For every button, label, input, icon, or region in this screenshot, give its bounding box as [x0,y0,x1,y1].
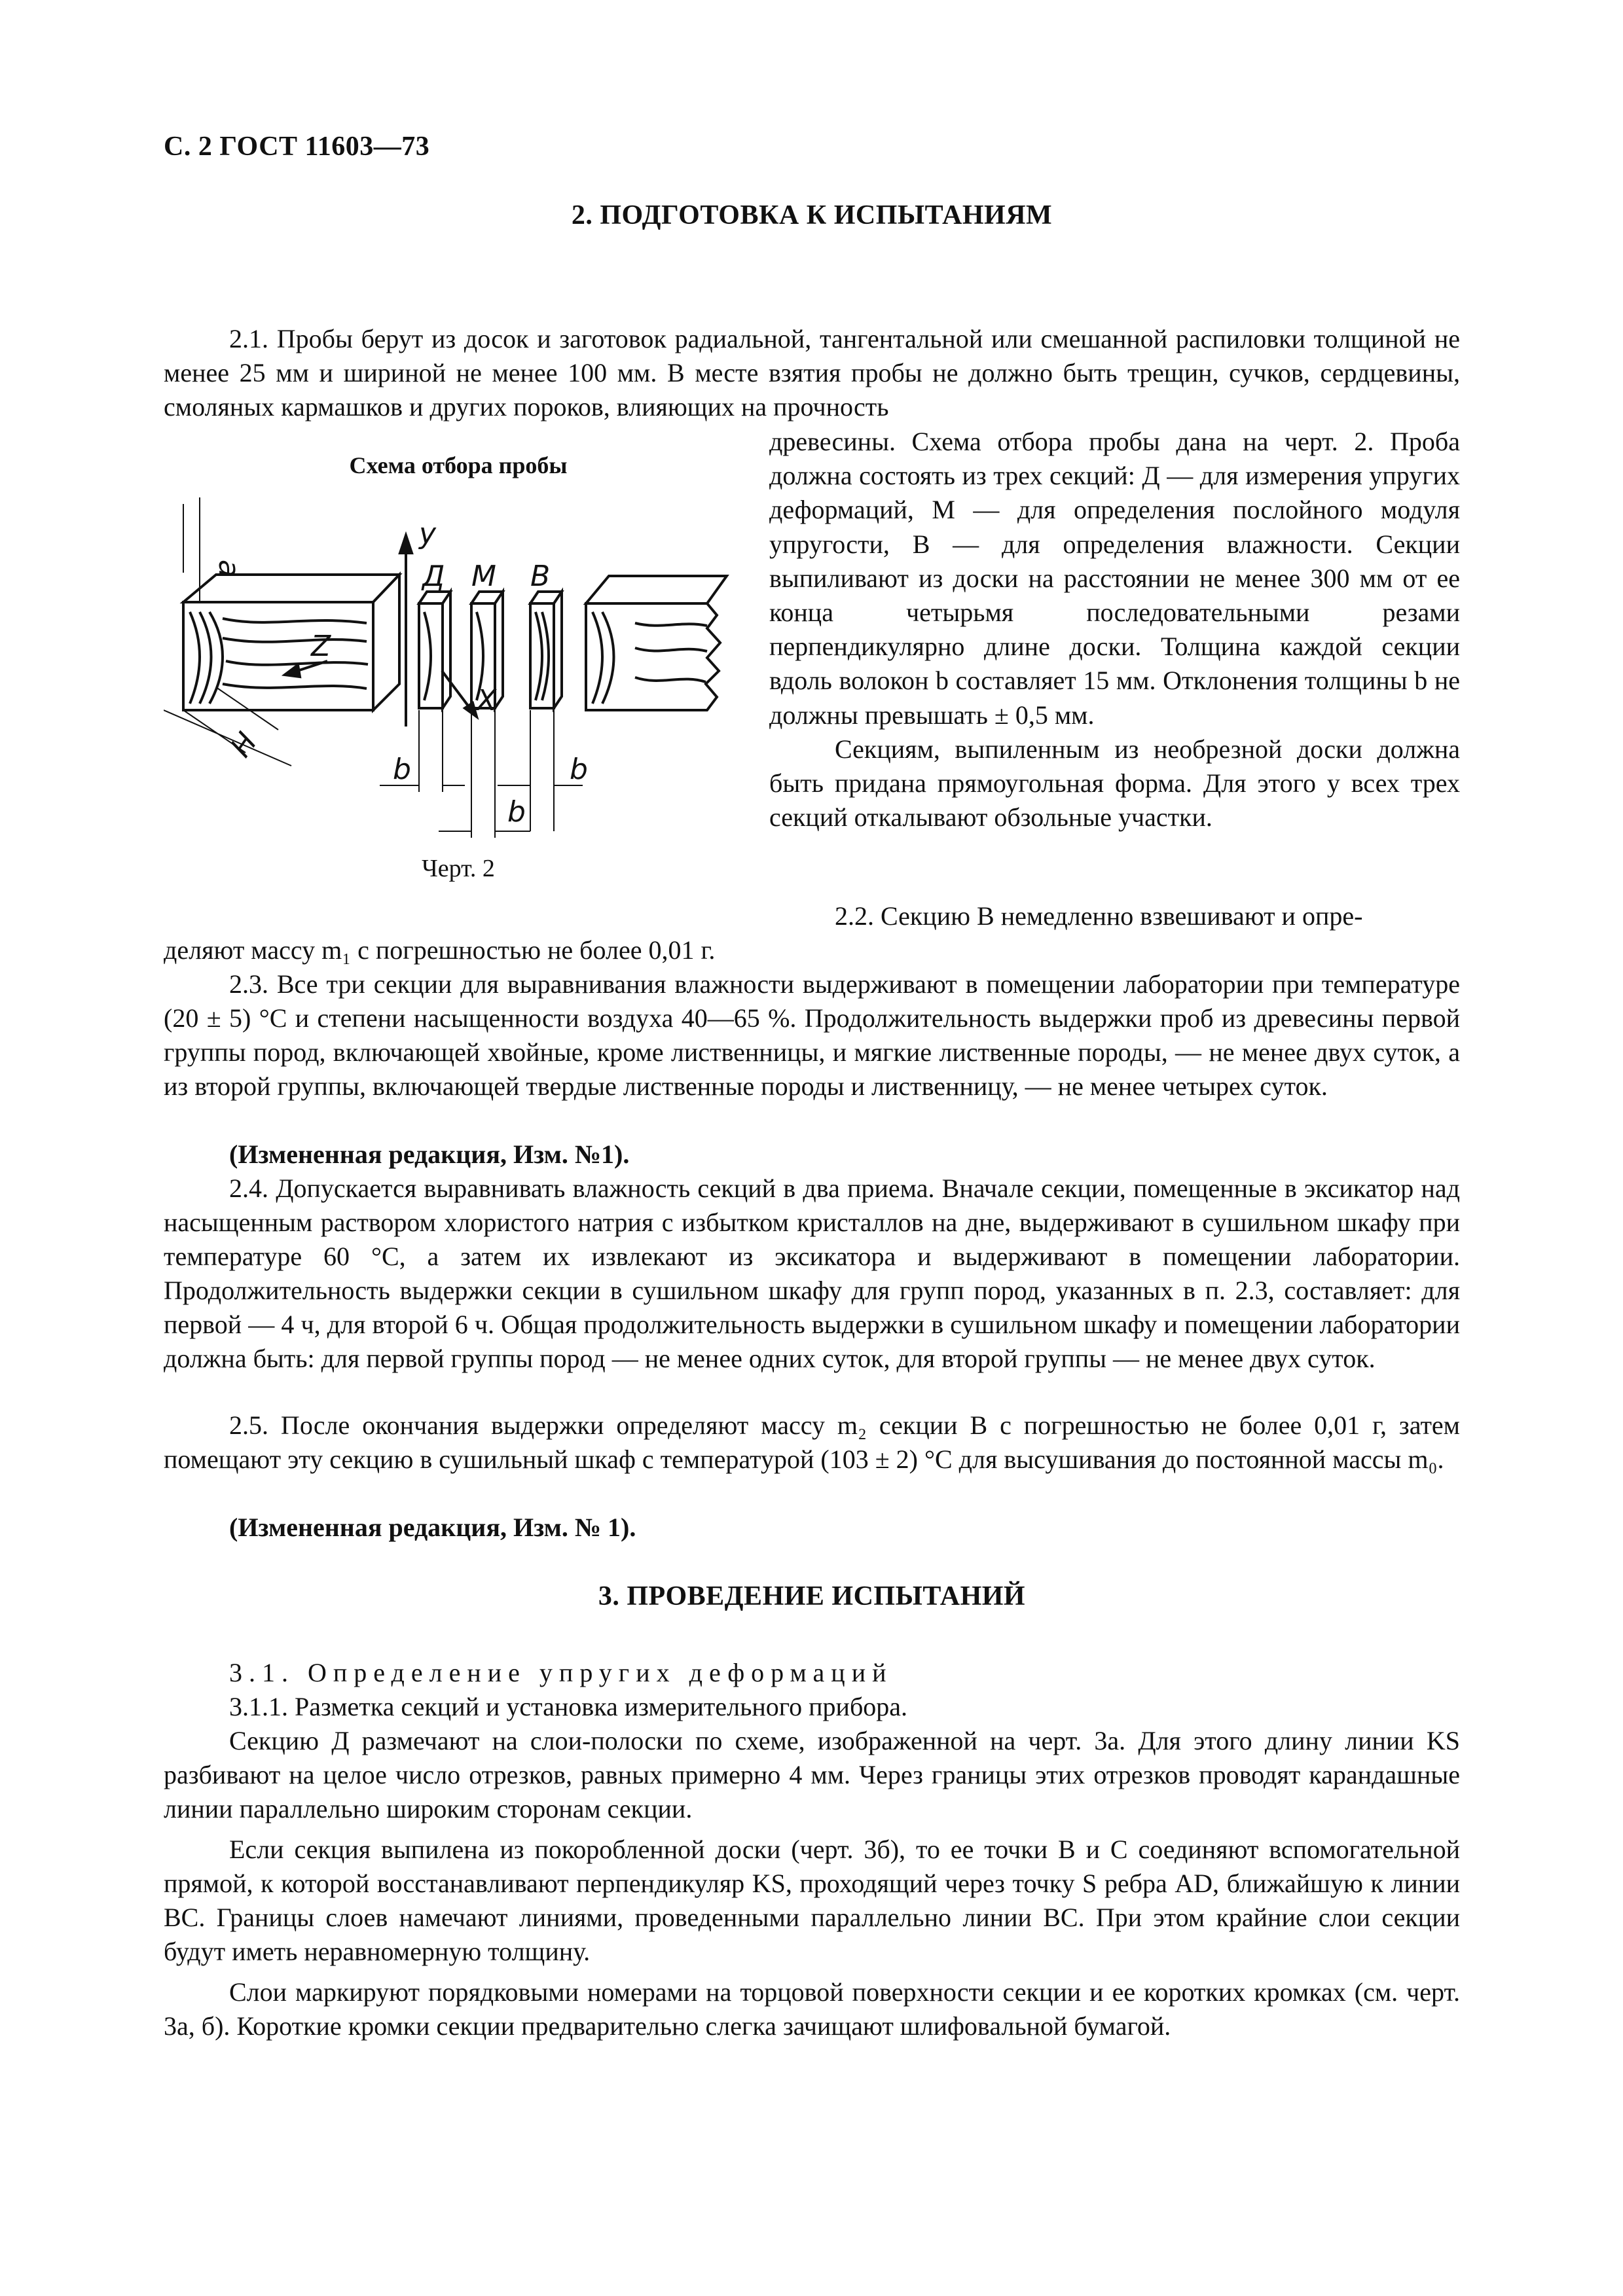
paragraph-marking-c: Слои маркируют порядковыми номерами на торцовой поверхности секции и ее коротких кромках (см. черт. 3а, б). Короткие кромки секции предварительно слегка зачищают шлифовальной бумагой. [164,1977,1460,2041]
paragraph-2-1-continuation: древесины. Схема отбора пробы дана на черт. 2. Проба должна состоять из трех секций: Д — для измерения упругих деформаций, М — для определения послойного модуля упругости, В — для определения влажности. Секции выпиливают из доски на расстоянии не менее 300 мм от ее конца четырьмя последовательными резами перпендикулярно длине доски. Толщина каждой секции вдоль волокон b составляет 15 мм. Отклонения толщины b не должны превышать ± 0,5 мм. [769,427,1460,730]
dim-a-label: а [212,560,246,577]
axis-y-label: у [419,517,437,550]
paragraph-2-1-second: Секциям, выпиленным из необрезной доски должна быть придана прямоугольная форма. Для этого у всех трех секций откалывают обзольные участки. [769,734,1460,833]
axis-z-label: Z [311,630,331,663]
section-3-title: 3. ПРОВЕДЕНИЕ ИСПЫТАНИЙ [598,1581,1026,1611]
dim-b-label-3: b [507,795,526,829]
paragraph-2-1: 2.1. Пробы берут из досок и заготовок радиальной, тангентальной или смешанной распиловки толщиной не менее 25 мм и шириной не менее 100 мм. В месте взятия пробы не должно быть трещин, сучков, сердцевины, смоляных кармашков и других пороков, влияющих на прочность [164,324,1460,422]
paragraph-2-2-start: 2.2. Секцию В немедленно взвешивают и опре- [835,901,1363,931]
page-header: С. 2 ГОСТ 11603—73 [164,132,430,162]
paragraph-2-2-rest: деляют массу m₁ с погрешностью не более 0,01 г. [164,935,716,965]
edit-note-2: (Измененная редакция, Изм. № 1). [229,1513,636,1542]
sampling-diagram [164,452,753,903]
paragraph-2-4: 2.4. Допускается выравнивать влажность секций в два приема. Вначале секции, помещенные в эксикатор над насыщенным раствором хлористого натрия с избытком кристаллов на дне, выдерживают в сушильном шкафу при температуре 60 °С, а затем их извлекают из эксикатора и выдерживают в помещении лаборатории. Продолжительность выдержки секции в сушильном шкафу для групп пород, указанных в п. 2.3, составляет: для первой — 4 ч, для второй 6 ч. Общая продолжительность выдержки в сушильном шкафу и помещении лаборатории должна быть: для первой группы пород — не менее одних суток, для второй группы — не менее двух суток. [164,1174,1460,1373]
section-2-title: 2. ПОДГОТОВКА К ИСПЫТАНИЯМ [571,200,1053,230]
paragraph-3-1-text: 3.1. Определение упругих деформаций [229,1658,893,1687]
dim-b-label-1: b [393,753,411,786]
paragraph-2-3: 2.3. Все три секции для выравнивания влажности выдерживают в помещении лаборатории при температуре (20 ± 5) °С и степени насыщенности воздуха 40—65 %. Продолжительность выдержки проб из древесины первой группы пород, включающей хвойные, кроме лиственницы, и мягкие лиственные породы, — не менее двух суток, а из второй группы, включающей твердые лиственные породы и лиственницу, — не менее четырех суток. [164,969,1460,1101]
section-d-label: Д [422,560,445,593]
dim-h-label: Н [224,726,264,764]
figure-sampling-scheme [164,452,753,903]
axis-x-label: X [477,684,497,717]
paragraph-2-5: 2.5. После окончания выдержки определяют массу m₂ секции В с погрешностью не более 0,01 г, затем помещают эту секцию в сушильный шкаф с температурой (103 ± 2) °С для высушивания до постоянной массы m₀. [164,1410,1460,1474]
paragraph-marking-a: Секцию Д размечают на слои-полоски по схеме, изображенной на черт. 3а. Для этого длину линии KS разбивают на целое число отрезков, равных примерно 4 мм. Через границы этих отрезков проводят карандашные линии параллельно широким сторонам секции. [164,1726,1460,1823]
edit-note-1: (Измененная редакция, Изм. №1). [229,1139,630,1169]
paragraph-3-1 [164,1656,1460,1690]
section-m-label: М [471,560,496,593]
paragraph-2-1-wrapped [769,425,1460,834]
section-v-label: В [530,560,551,593]
dim-b-label-2: b [570,753,588,786]
figure-caption: Черт. 2 [422,855,495,882]
figure-title: Схема отбора пробы [349,452,568,478]
paragraph-3-1-1: 3.1.1. Разметка секций и установка измерительного прибора. [229,1692,908,1721]
paragraph-marking-b: Если секция выпилена из покоробленной доски (черт. 3б), то ее точки В и С соединяют вспомогательной прямой, к которой восстанавливают перпендикуляр KS, проходящий через точку S ребра AD, ближайшую к линии BC. Границы слоев намечают линиями, проведенными параллельно линии BC. При этом крайние слои секции будут иметь неравномерную толщину. [164,1835,1460,1966]
